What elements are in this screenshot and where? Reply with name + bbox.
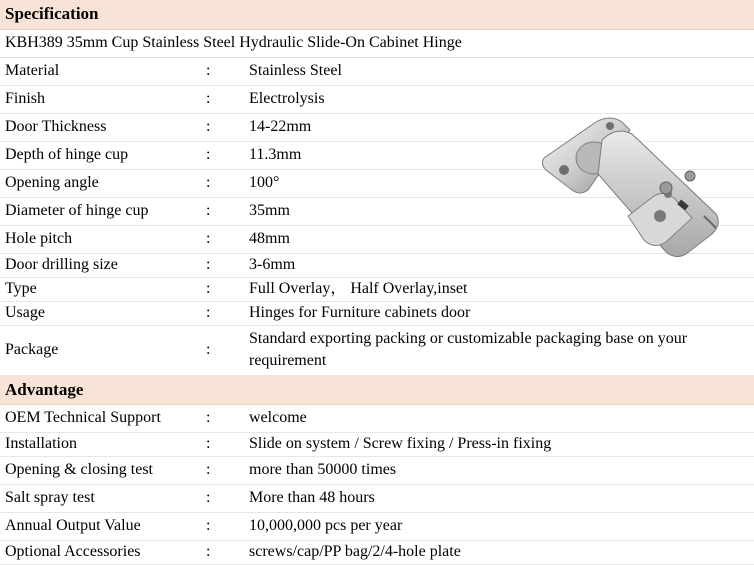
spec-separator: : (206, 277, 244, 301)
spec-row-type (0, 277, 754, 301)
spec-value: 3-6mm (244, 253, 754, 277)
adv-row-oem-support (0, 404, 754, 432)
spec-label: Door drilling size (0, 253, 206, 277)
spec-value: 11.3mm (244, 141, 754, 169)
spec-label: Material (0, 57, 206, 85)
spec-label: Package (0, 325, 206, 375)
product-title-row (0, 29, 754, 57)
specification-header-row (0, 0, 754, 29)
adv-value: more than 50000 times (244, 456, 754, 484)
adv-label: OEM Technical Support (0, 404, 206, 432)
spec-label: Door Thickness (0, 113, 206, 141)
spec-value: Hinges for Furniture cabinets door (244, 301, 754, 325)
spec-label: Hole pitch (0, 225, 206, 253)
spec-value: Stainless Steel (244, 57, 754, 85)
spec-separator: : (206, 85, 244, 113)
advantage-header: Advantage (0, 375, 754, 404)
spec-label: Opening angle (0, 169, 206, 197)
spec-value: Full Overlay， Half Overlay,inset (244, 277, 754, 301)
spec-value: 35mm (244, 197, 754, 225)
spec-separator: : (206, 113, 244, 141)
spec-separator: : (206, 57, 244, 85)
hinge-product-icon (536, 104, 736, 264)
spec-label: Usage (0, 301, 206, 325)
adv-value: More than 48 hours (244, 484, 754, 512)
spec-row-usage (0, 301, 754, 325)
spec-row-package (0, 325, 754, 375)
spec-value: 100° (244, 169, 754, 197)
spec-separator: : (206, 197, 244, 225)
spec-label: Diameter of hinge cup (0, 197, 206, 225)
adv-row-accessories (0, 540, 754, 564)
adv-label: Opening & closing test (0, 456, 206, 484)
adv-row-cycle-test (0, 456, 754, 484)
spec-value: 14-22mm (244, 113, 754, 141)
adv-value: Slide on system / Screw fixing / Press-in fixing (244, 432, 754, 456)
spec-separator: : (206, 325, 244, 375)
adv-separator: : (206, 540, 244, 564)
adv-label: Annual Output Value (0, 512, 206, 540)
adv-value: screws/cap/PP bag/2/4-hole plate (244, 540, 754, 564)
adv-separator: : (206, 484, 244, 512)
spec-value: Standard exporting packing or customizable packaging base on your requirement (244, 325, 754, 375)
adv-value: welcome (244, 404, 754, 432)
spec-separator: : (206, 301, 244, 325)
spec-label: Finish (0, 85, 206, 113)
spec-separator: : (206, 141, 244, 169)
spec-row-material (0, 57, 754, 85)
spec-label: Depth of hinge cup (0, 141, 206, 169)
spec-separator: : (206, 169, 244, 197)
spec-label: Type (0, 277, 206, 301)
adv-row-annual-output (0, 512, 754, 540)
adv-label: Installation (0, 432, 206, 456)
adv-label: Optional Accessories (0, 540, 206, 564)
adv-row-salt-spray (0, 484, 754, 512)
adv-label: Salt spray test (0, 484, 206, 512)
spec-separator: : (206, 253, 244, 277)
adv-separator: : (206, 432, 244, 456)
advantage-header-row (0, 375, 754, 404)
spec-separator: : (206, 225, 244, 253)
product-title: KBH389 35mm Cup Stainless Steel Hydraulic Slide-On Cabinet Hinge (0, 29, 754, 57)
spec-value: Electrolysis (244, 85, 754, 113)
specification-header: Specification (0, 0, 754, 29)
adv-value: 10,000,000 pcs per year (244, 512, 754, 540)
adv-row-installation (0, 432, 754, 456)
adv-separator: : (206, 404, 244, 432)
adv-separator: : (206, 456, 244, 484)
adv-separator: : (206, 512, 244, 540)
spec-value: 48mm (244, 225, 754, 253)
